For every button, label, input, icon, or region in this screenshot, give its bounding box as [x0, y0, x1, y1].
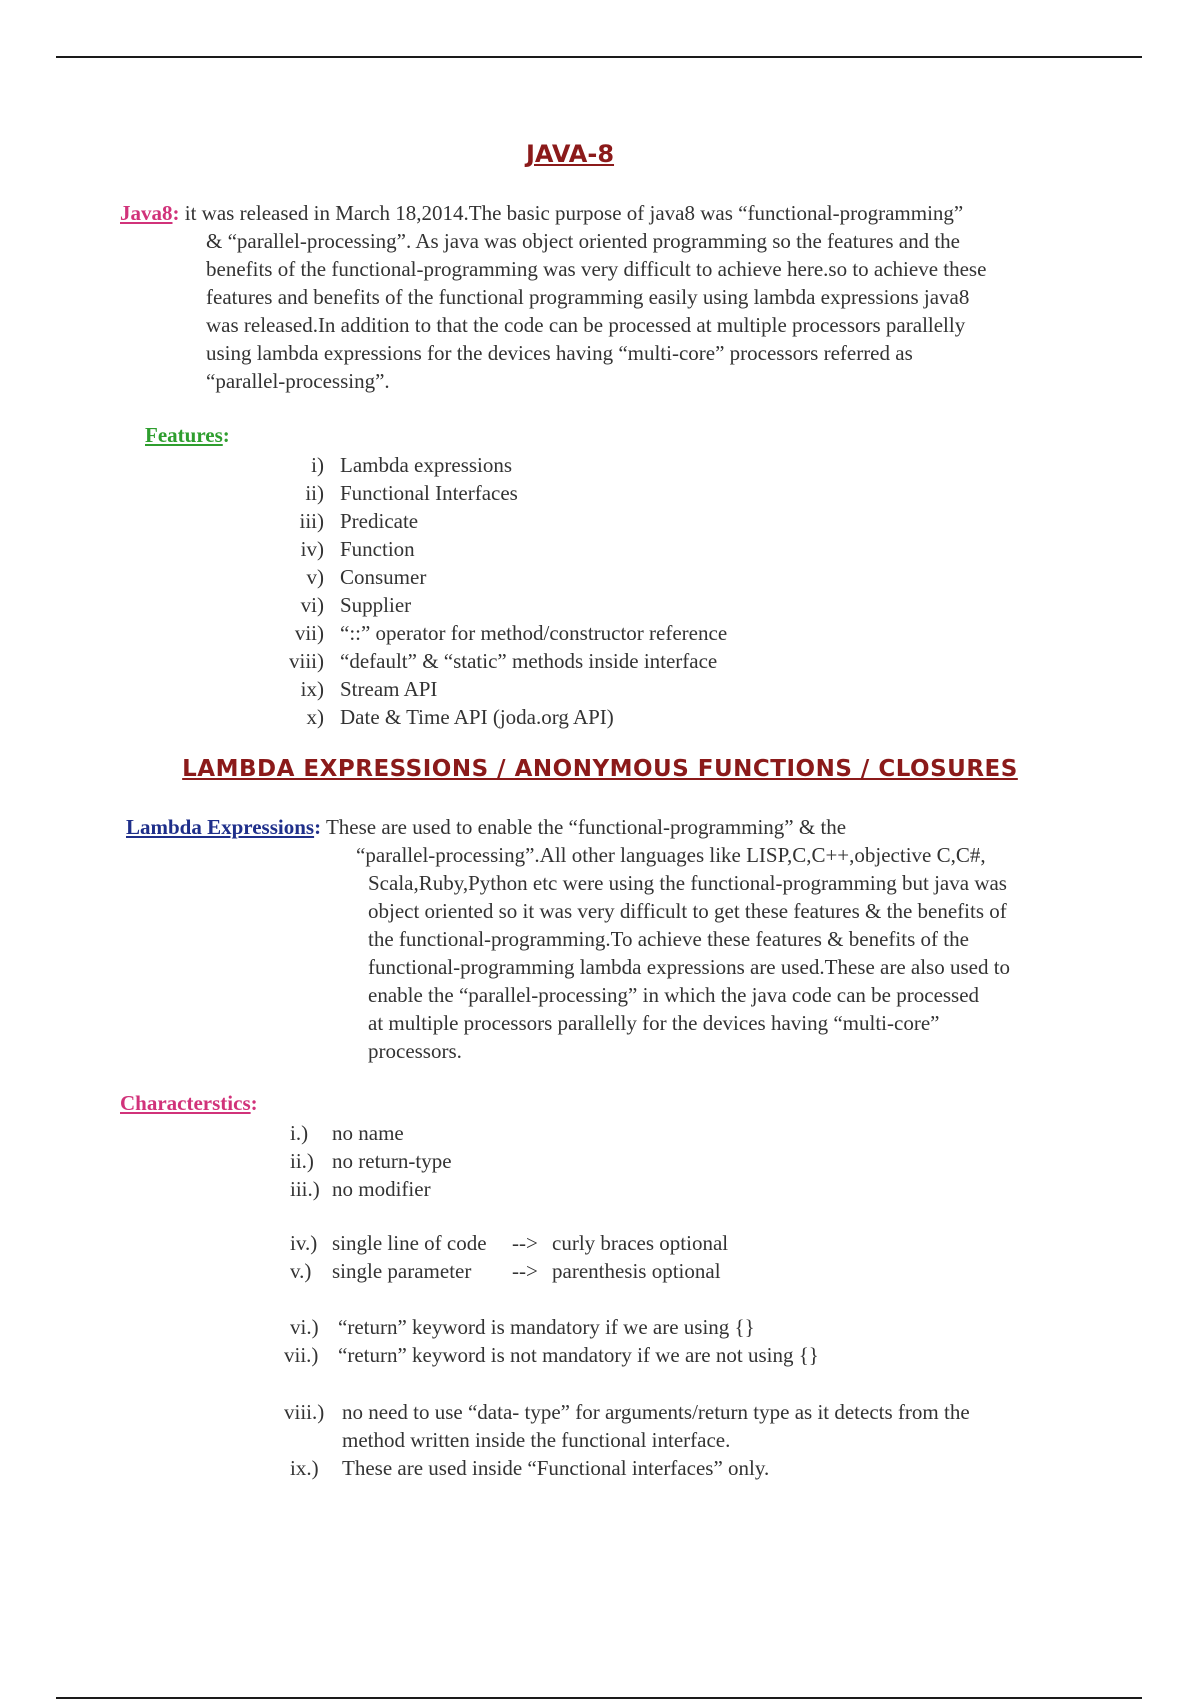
- item-number: viii.): [284, 1400, 325, 1424]
- bottom-rule: [56, 1697, 1142, 1699]
- lambda-line: functional-programming lambda expressions are used.These are also used to: [368, 955, 1011, 979]
- item-number: vi.): [290, 1315, 319, 1339]
- characteristics-group-4: [284, 1398, 970, 1482]
- list-item: [260, 675, 727, 703]
- java8-line: & “parallel-processing”. As java was object oriented programming so the features and the: [206, 229, 960, 253]
- item-number: i): [311, 453, 324, 477]
- item-number: viii): [289, 649, 324, 673]
- item-number: vi): [300, 593, 324, 617]
- item-text: Supplier: [340, 593, 412, 617]
- list-item: [290, 1229, 728, 1257]
- lambda-line: enable the “parallel-processing” in which the java code can be processed: [368, 983, 980, 1007]
- item-text: single line of code: [332, 1231, 487, 1255]
- list-item: [284, 1398, 970, 1426]
- java8-line: benefits of the functional-programming was very difficult to achieve here.so to achieve these: [206, 257, 987, 281]
- lambda-label: Lambda Expressions: [126, 815, 315, 839]
- features-heading: [145, 423, 230, 448]
- item-result: parenthesis optional: [552, 1259, 721, 1283]
- item-text: “return” keyword is not mandatory if we are not using {}: [338, 1343, 819, 1367]
- features-list: [260, 451, 727, 731]
- item-number: vii.): [284, 1343, 319, 1367]
- list-item: [284, 1341, 819, 1369]
- lambda-line: processors.: [368, 1039, 462, 1063]
- list-item: [260, 479, 727, 507]
- item-result: curly braces optional: [552, 1231, 729, 1255]
- java8-line: features and benefits of the functional programming easily using lambda expressions java8: [206, 285, 970, 309]
- java8-line: using lambda expressions for the devices having “multi-core” processors referred as: [206, 341, 913, 365]
- item-text: Stream API: [340, 677, 438, 701]
- list-item: [260, 507, 727, 535]
- item-text: no return-type: [332, 1149, 452, 1173]
- top-rule: [56, 56, 1142, 58]
- item-text: “return” keyword is mandatory if we are using {}: [338, 1315, 755, 1339]
- java8-line: was released.In addition to that the code can be processed at multiple processors parallelly: [206, 313, 966, 337]
- item-number: iii.): [290, 1177, 320, 1201]
- item-text: no modifier: [332, 1177, 431, 1201]
- list-item: [290, 1313, 819, 1341]
- item-number: iv.): [290, 1231, 318, 1255]
- list-item: [260, 703, 727, 731]
- characteristics-group-1: [290, 1119, 452, 1203]
- item-text: Predicate: [340, 509, 419, 533]
- list-item: [284, 1454, 970, 1482]
- item-text: Lambda expressions: [340, 453, 513, 477]
- item-number: ii): [305, 481, 324, 505]
- characteristics-group-3: [284, 1313, 819, 1369]
- list-item-continuation: [284, 1426, 970, 1454]
- list-item: [290, 1147, 452, 1175]
- features-colon: :: [222, 423, 230, 447]
- item-text: Function: [340, 537, 415, 561]
- list-item: [260, 563, 727, 591]
- item-text: “::” operator for method/constructor reference: [340, 621, 728, 645]
- characteristics-group-2: [290, 1229, 728, 1285]
- java8-label: Java8: [120, 201, 173, 225]
- item-number: x): [306, 705, 324, 729]
- lambda-line: at multiple processors parallelly for the devices having “multi-core”: [368, 1011, 940, 1035]
- lambda-line: Scala,Ruby,Python etc were using the functional-programming but java was: [368, 871, 1007, 895]
- item-text: Functional Interfaces: [340, 481, 518, 505]
- characteristics-colon: :: [250, 1091, 258, 1115]
- item-number: ii.): [290, 1149, 314, 1173]
- java8-first-line: it was released in March 18,2014.The basic purpose of java8 was “functional-programming”: [179, 201, 964, 225]
- item-text: Consumer: [340, 565, 427, 589]
- java8-paragraph: [120, 199, 1110, 395]
- item-text: “default” & “static” methods inside interface: [340, 649, 718, 673]
- arrow: -->: [512, 1259, 538, 1283]
- item-number: ix.): [290, 1456, 319, 1480]
- item-text: Date & Time API (joda.org API): [340, 705, 614, 729]
- item-text: no name: [332, 1121, 404, 1145]
- item-number: iii): [299, 509, 324, 533]
- section-title: LAMBDA EXPRESSIONS / ANONYMOUS FUNCTIONS / CLOSURES: [182, 756, 1018, 782]
- lambda-paragraph: [126, 813, 1116, 1065]
- java8-colon: :: [172, 201, 180, 225]
- list-item: [290, 1175, 452, 1203]
- item-text: single parameter: [332, 1259, 472, 1283]
- list-item: [290, 1257, 728, 1285]
- item-number: ix): [300, 677, 324, 701]
- item-number: v.): [290, 1259, 312, 1283]
- lambda-line: “parallel-processing”.All other languages like LISP,C,C++,objective C,C#,: [356, 843, 986, 867]
- item-number: vii): [294, 621, 324, 645]
- characteristics-heading: [120, 1091, 258, 1116]
- java8-line: “parallel-processing”.: [206, 369, 390, 393]
- lambda-line: object oriented so it was very difficult to get these features & the benefits of: [368, 899, 1007, 923]
- list-item: [260, 619, 727, 647]
- item-number: iv): [300, 537, 324, 561]
- list-item: [260, 451, 727, 479]
- list-item: [290, 1119, 452, 1147]
- characteristics-label: Characterstics: [120, 1091, 251, 1115]
- item-number: v): [306, 565, 324, 589]
- features-label: Features: [145, 423, 223, 447]
- item-text: These are used inside “Functional interfaces” only.: [342, 1456, 770, 1480]
- item-text: method written inside the functional interface.: [342, 1428, 731, 1452]
- item-text: no need to use “data- type” for arguments/return type as it detects from the: [342, 1400, 970, 1424]
- item-number: i.): [290, 1121, 309, 1145]
- lambda-colon: :: [314, 815, 322, 839]
- list-item: [260, 647, 727, 675]
- page-title: JAVA-8: [525, 140, 615, 168]
- lambda-line: the functional-programming.To achieve these features & benefits of the: [368, 927, 969, 951]
- lambda-first-line: These are used to enable the “functional-programming” & the: [321, 815, 847, 839]
- list-item: [260, 535, 727, 563]
- list-item: [260, 591, 727, 619]
- arrow: -->: [512, 1231, 538, 1255]
